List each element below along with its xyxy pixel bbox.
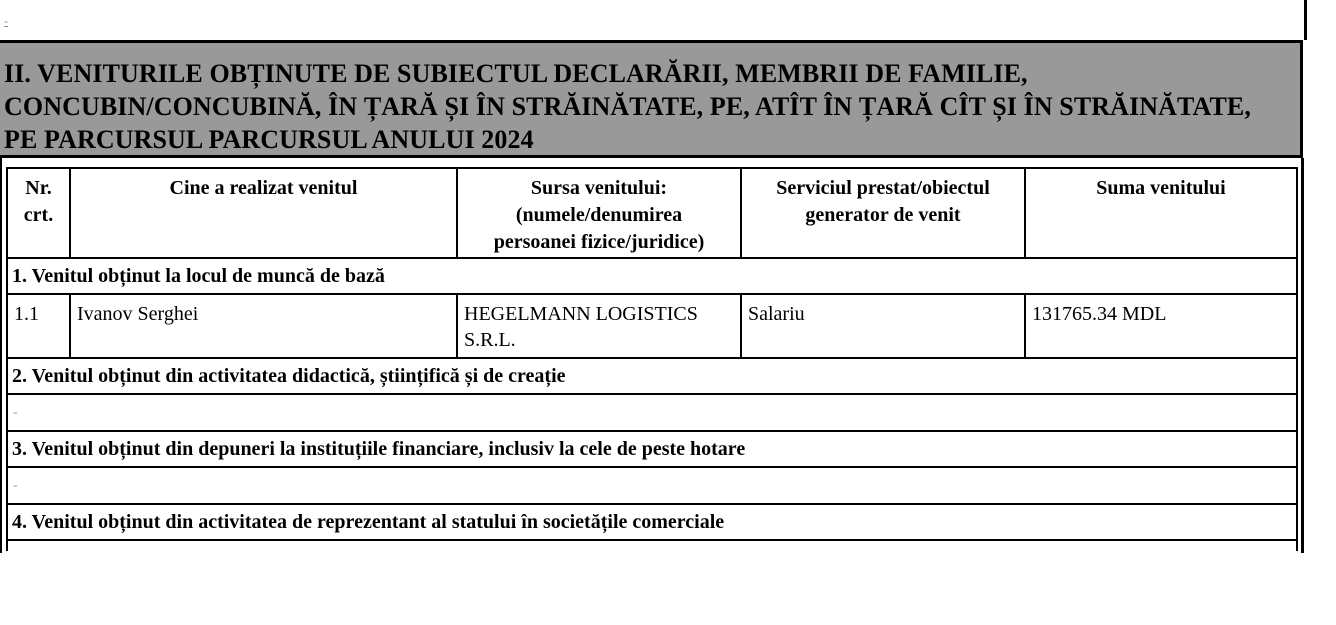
cell-service: Salariu: [741, 294, 1025, 358]
section-title-line-3: PE PARCURSUL PARCURSUL ANULUI 2024: [4, 125, 534, 154]
empty-marker: -: [13, 405, 18, 420]
top-strip: [0, 0, 1307, 40]
empty-marker: -: [13, 478, 18, 493]
cell-source: HEGELMANN LOGISTICS S.R.L.: [457, 294, 741, 358]
income-table: [6, 167, 1298, 551]
section-title-line-1: II. VENITURILE OBȚINUTE DE SUBIECTUL DECLARĂRII, MEMBRII DE FAMILIE,: [4, 59, 1028, 88]
category-1-label: 1. Venitul obținut la locul de muncă de bază: [7, 258, 1297, 294]
cell-who: Ivanov Serghei: [70, 294, 457, 358]
table-tail-row: [7, 540, 1297, 551]
table-row: [7, 294, 1297, 358]
category-row: [7, 431, 1297, 467]
category-3-label: 3. Venitul obținut din depuneri la instituțiile financiare, inclusiv la cele de peste hotare: [7, 431, 1297, 467]
category-2-label: 2. Venitul obținut din activitatea didactică, științifică și de creație: [7, 358, 1297, 394]
header-amount: Suma venitului: [1025, 168, 1297, 258]
section-header: [0, 40, 1303, 158]
category-row: [7, 258, 1297, 294]
section-title: [4, 57, 1299, 156]
category-row: [7, 358, 1297, 394]
header-service: Serviciul prestat/obiectul generator de venit: [741, 168, 1025, 258]
header-nr-crt: Nr. crt.: [7, 168, 70, 258]
table-header-row: [7, 168, 1297, 258]
empty-row: [7, 394, 1297, 431]
section-title-line-2: CONCUBIN/CONCUBINĂ, ÎN ȚARĂ ȘI ÎN STRĂINĂTATE, PE, ATÎT ÎN ȚARĂ CÎT ȘI ÎN STRĂINĂTATE,: [4, 92, 1251, 121]
cell-nr: 1.1: [7, 294, 70, 358]
header-who: Cine a realizat venitul: [70, 168, 457, 258]
header-source: Sursa venitului: (numele/denumirea persoanei fizice/juridice): [457, 168, 741, 258]
top-empty-marker: -: [4, 14, 8, 28]
cell-amount: 131765.34 MDL: [1025, 294, 1297, 358]
empty-row: [7, 467, 1297, 504]
category-4-label: 4. Venitul obținut din activitatea de reprezentant al statului în societățile comerciale: [7, 504, 1297, 540]
category-row: [7, 504, 1297, 540]
